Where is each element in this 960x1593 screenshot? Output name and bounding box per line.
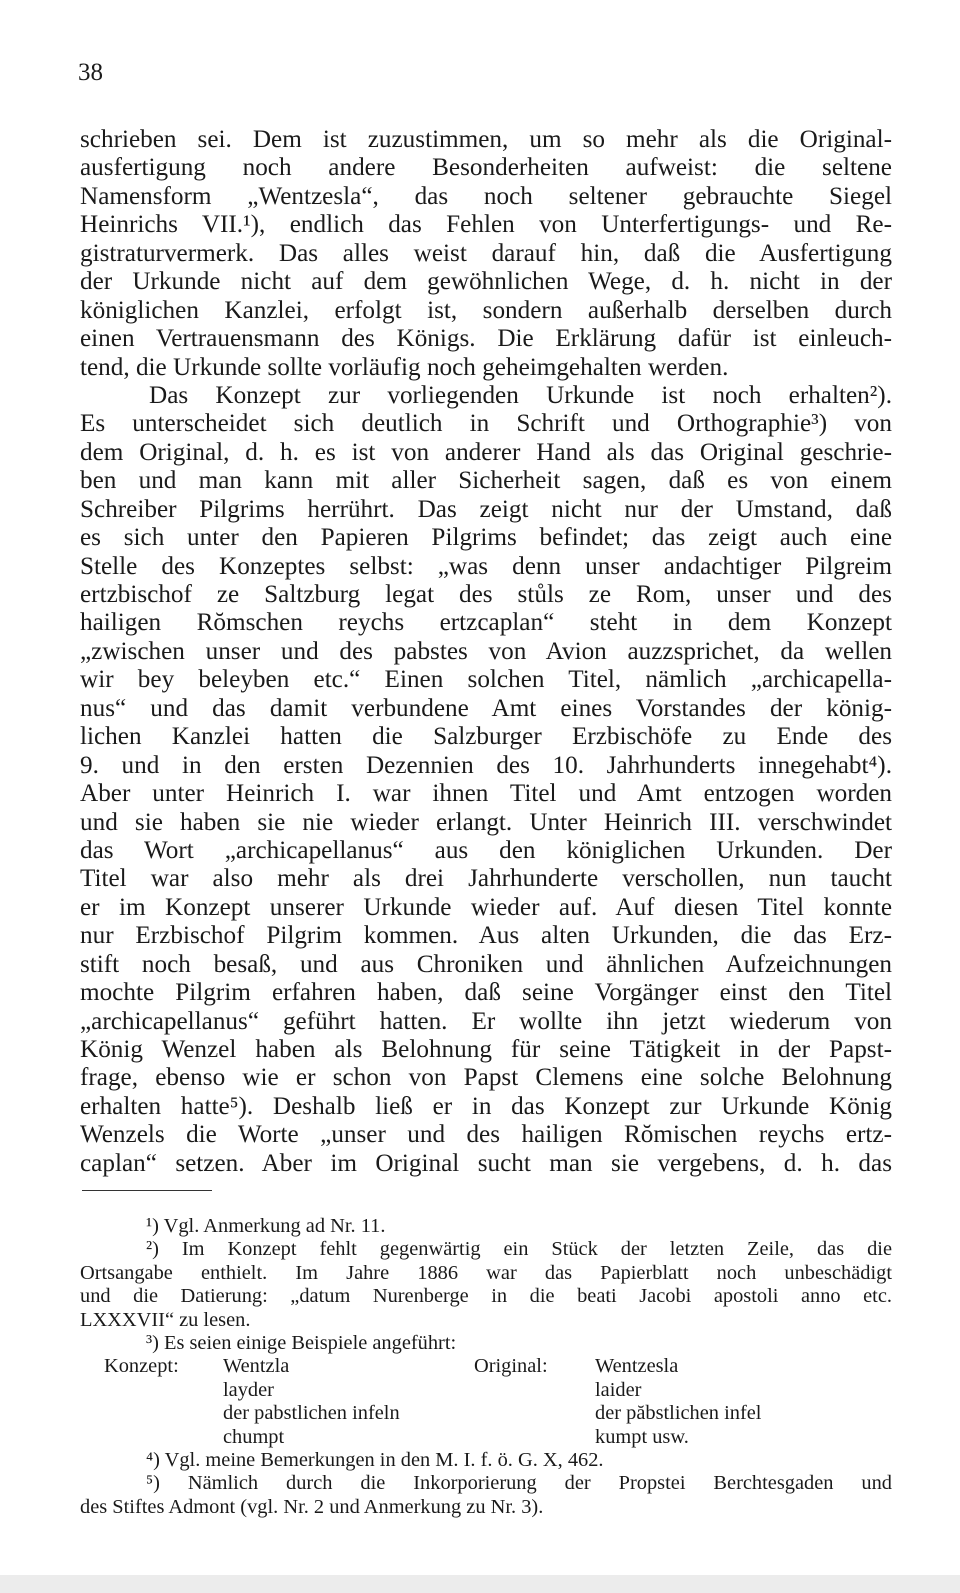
example-row <box>80 1426 892 1449</box>
footnote-2-line: und die Datierung: „datum Nurenberge in die beati Jacobi apostoli anno etc. <box>80 1285 892 1308</box>
footnote-2-line: ²) Im Konzept fehlt gegenwärtig ein Stück der letzten Zeile, das die <box>146 1238 892 1261</box>
body-line: Es unterscheidet sich deutlich in Schrift und Orthographie³) von <box>80 410 892 438</box>
body-line: Titel war also mehr als drei Jahrhunderte verschollen, nun taucht <box>80 865 892 893</box>
body-line: mochte Pilgrim erfahren haben, daß seine Vorgänger einst den Titel <box>80 979 892 1007</box>
body-line: Namensform „Wentzesla“, das noch seltener gebrauchte Siegel <box>80 182 892 210</box>
body-line: nur Erzbischof Pilgrim kommen. Aus alten Urkunden, die das Erz- <box>80 922 892 950</box>
body-line: er im Konzept unserer Urkunde wieder auf. Auf diesen Titel konnte <box>80 893 892 921</box>
body-line: 9. und in den ersten Dezennien des 10. Jahrhunderts innegehabt⁴). <box>80 751 892 779</box>
body-line: lichen Kanzlei hatten die Salzburger Erzbischöfe zu Ende des <box>80 723 892 751</box>
footnote-5-line: des Stiftes Admont (vgl. Nr. 2 und Anmerkung zu Nr. 3). <box>80 1495 544 1518</box>
body-line: „archicapellanus“ geführt hatten. Er wollte ihn jetzt wiederum von <box>80 1007 892 1035</box>
example-row <box>80 1402 892 1425</box>
original-form: laider <box>595 1378 642 1401</box>
original-label: Original: <box>474 1355 548 1378</box>
body-line: es sich unter den Papieren Pilgrims befindet; das zeigt auch eine <box>80 524 892 552</box>
original-form: der păbstlichen infel <box>595 1402 762 1425</box>
original-form: Wentzesla <box>595 1355 679 1378</box>
footnote-4: ⁴) Vgl. meine Bemerkungen in den M. I. f. ö. G. X, 462. <box>146 1448 604 1471</box>
body-line: einen Vertrauensmann des Königs. Die Erklärung dafür ist einleuch- <box>80 325 892 353</box>
konzept-form: layder <box>223 1378 274 1401</box>
original-form: kumpt usw. <box>595 1425 689 1448</box>
body-line: der Urkunde nicht auf dem gewöhnlichen Wege, d. h. nicht in der <box>80 268 892 296</box>
body-line: Schreiber Pilgrims herrührt. Das zeigt nicht nur der Umstand, daß <box>80 495 892 523</box>
example-table <box>80 1355 892 1449</box>
body-line: Aber unter Heinrich I. war ihnen Titel und Amt entzogen worden <box>80 780 892 808</box>
body-line: das Wort „archicapellanus“ aus den königlichen Urkunden. Der <box>80 836 892 864</box>
konzept-form: Wentzla <box>223 1355 290 1378</box>
body-line: tend, die Urkunde sollte vorläufig noch geheimgehalten werden. <box>80 353 729 381</box>
konzept-form: der pabstlichen infeln <box>223 1402 400 1425</box>
body-line: wir bey beleyben etc.“ Einen solchen Titel, nämlich „archicapella- <box>80 666 892 694</box>
konzept-label: Konzept: <box>104 1355 179 1378</box>
body-line: ausfertigung noch andere Besonderheiten aufweist: die seltene <box>80 154 892 182</box>
footnotes <box>80 1215 892 1519</box>
body-line: erhalten hatte⁵). Deshalb ließ er in das Konzept zur Urkunde König <box>80 1092 892 1120</box>
footnote-1: ¹) Vgl. Anmerkung ad Nr. 11. <box>146 1215 386 1237</box>
body-line: hailigen Rŏmschen reychs ertzcaplan“ steht in dem Konzept <box>80 609 892 637</box>
body-line: Stelle des Konzeptes selbst: „was denn unser andachtiger Pilgreim <box>80 552 892 580</box>
body-line: schrieben sei. Dem ist zuzustimmen, um so mehr als die Original- <box>80 126 892 153</box>
footnote-divider <box>82 1190 212 1191</box>
body-line: königlichen Kanzlei, erfolgt ist, sondern außerhalb derselben durch <box>80 296 892 324</box>
body-line: frage, ebenso wie er schon von Papst Clemens eine solche Belohnung <box>80 1064 892 1092</box>
body-line: stift noch besaß, und aus Chroniken und ähnlichen Aufzeichnungen <box>80 950 892 978</box>
footnote-3-intro: ³) Es seien einige Beispiele angeführt: <box>146 1331 457 1354</box>
body-line: Wenzels die Worte „unser und des hailigen Rŏmischen reychs ertz- <box>80 1121 892 1149</box>
konzept-form: chumpt <box>223 1425 285 1448</box>
body-line: gistraturvermerk. Das alles weist darauf hin, daß die Ausfertigung <box>80 239 892 267</box>
body-line: König Wenzel haben als Belohnung für seine Tätigkeit in der Papst- <box>80 1036 892 1063</box>
scan-edge-shadow <box>0 1575 960 1593</box>
body-line: ertzbischof ze Saltzburg legat des stůls ze Rom, unser und des <box>80 581 892 608</box>
footnote-5-line: ⁵) Nämlich durch die Inkorporierung der Propstei Berchtesgaden und <box>146 1472 892 1495</box>
body-line: Das Konzept zur vorliegenden Urkunde ist noch erhalten²). <box>149 381 892 409</box>
body-line: nus“ und das damit verbundene Amt eines Vorstandes der könig- <box>80 694 892 722</box>
body-text <box>80 126 892 1178</box>
footnote-2-line: LXXXVII“ zu lesen. <box>80 1308 251 1331</box>
page-number: 38 <box>78 59 103 86</box>
example-row <box>80 1379 892 1402</box>
body-line: ben und man kann mit aller Sicherheit sagen, daß es von einem <box>80 467 892 495</box>
body-line: dem Original, d. h. es ist von anderer Hand als das Original geschrie- <box>80 438 892 466</box>
body-line: caplan“ setzen. Aber im Original sucht man sie vergebens, d. h. das <box>80 1149 892 1177</box>
body-line: „zwischen unser und des pabstes von Avion auzzsprichet, da wellen <box>80 637 892 665</box>
body-line: und sie haben sie nie wieder erlangt. Unter Heinrich III. verschwindet <box>80 808 892 836</box>
body-line: Heinrichs VII.¹), endlich das Fehlen von Unterfertigungs- und Re- <box>80 211 892 239</box>
example-row <box>80 1355 892 1378</box>
footnote-2-line: Ortsangabe enthielt. Im Jahre 1886 war das Papierblatt noch unbeschädigt <box>80 1261 892 1284</box>
